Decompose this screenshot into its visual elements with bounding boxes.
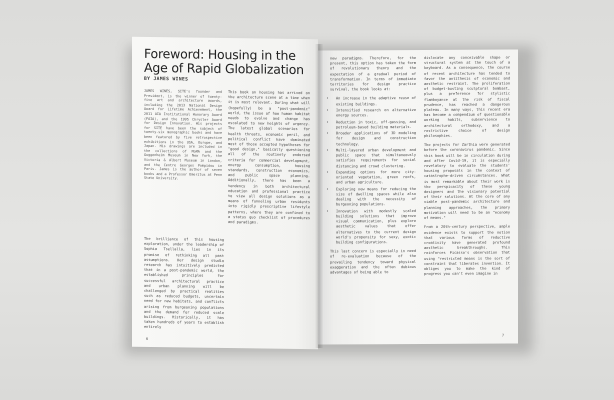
- author-bio: [144, 89, 222, 186]
- bullet-item: • Reduction in toxic, off-gassing, and petroleum-based building materials.: [336, 120, 416, 131]
- paragraph: This last concern is especially in need of re-evaluation because of the prevailing tendency toward physical exaggeration and the often dubious advantages of being able to: [330, 249, 416, 275]
- left-column-1-lower: [144, 237, 224, 336]
- page-title: Foreword: Housing in the Age of Rapid Globalization: [144, 45, 304, 78]
- left-page: [132, 37, 318, 350]
- bullet-item: • Exploring new means for reducing the size of dwelling spaces while also dealing with the necessity of burgeoning populations.: [336, 187, 416, 208]
- right-page: [318, 49, 518, 344]
- paragraph: The projects for Zarthia were generated before the coronavirus pandemic. Since this book will be in circulation during and after Covid-19, it is especially revelatory to evaluate the students' housing proposals in the context of catastrophe-driven circumstances. What is most remarkable about their work is the perspicacity of these young designers and the visionary potential of their solutions. At the core of any viable post-pandemic architecture and planning approaches, the primary motivation will need to be an "economy of means.": [424, 142, 510, 221]
- paragraph: new paradigms. Therefore, for the present, this option has taken the form of revolutionary theory and the expectation of a gradual period of transformation. In terms of immediate territories for design practice survival, the book looks at:: [330, 56, 416, 92]
- bullet-item: • Multi-layered urban development and public space that simultaneously satisfies requirements for social distancing and crowd clustering.: [336, 148, 416, 169]
- author-bio-text: JAMES WINES, SITE's founder and President, is the winner of twenty-five art and architecture awards, including the 2013 National Design Award for Lifetime Achievement, the 2011 AIA Institutional Honorary Award (FAIA), and the 1995 Chrysler Award for Design Innovation. His projects for SITE have been the subject of twenty-six monographic books and have been featured by five retrospective exhibitions in the USA, Europe, and Japan. His drawings are included in the collections of MoMA and the Guggenheim Museum in New York, the Victoria & Albert Museum in London, and the Centre Georges Pompidou in Paris. James is the author of seven books and a Professor Emeritus at Penn State University.: [144, 88, 222, 181]
- left-column-2: [228, 90, 310, 230]
- paragraph: From a 20th-century perspective, ample evidence exists to support the notion that various forms of reductive creativity have generated profound aesthetic breakthroughs. This reinforces Picasso's observation that using "restricted means is the sort of constraint that liberates invention. It obliges you to make the kind of progress you can't even imagine in: [424, 224, 510, 277]
- bullet-list: [330, 96, 416, 245]
- right-column-1: [330, 56, 416, 280]
- paragraph: dislocate any conceivable shape or structural system at the touch of a keyboard. As a consequence, the course of recent architecture has tended to favor the antithesis of economic and aesthetic restraint. The proliferation of budget-busting sculptural bombast, plus a preference for stylistic flamboyance at the risk of fiscal prudence, has reached a dangerous plateau. In many ways, this recent era has become a compendium of questionable working habits, subservience to architectural orthodoxy, and a restrictive choice of design philosophies.: [424, 55, 510, 139]
- book-gutter: [315, 44, 323, 348]
- bullet-item: • An increase in the adaptive reuse of existing buildings.: [336, 96, 416, 107]
- paragraph: This book on housing has arrived on the architecture scene at a time when it is most relevant. During what will (hopefully) be a "post-pandemic" world, the issue of how human habitat needs to evolve and change has escalated to new heights of urgency. The latest global scenarios for health threats, economic peril, and political conflict have dominated most of those accepted hypotheses for "good design," basically questioning all of the routinely endorsed criteria for commercial development, energy consumption, housing standards, construction economics, and public space planning. Additionally, there has been a tendency in both architectural education and professional practice to view all design solutions as a means of funneling urban residents into rigidly prescriptive lifestyle patterns, where they are confined to a status quo checklist of procedures and paradigms.: [228, 90, 310, 225]
- bullet-item: • Broader applications of 3D modeling for design and construction technology.: [336, 131, 416, 147]
- bullet-item: • Expanding options for more city-oriented vegetation, green roofs, and urban agriculture.: [336, 170, 416, 186]
- bullet-item: • Innovation with modestly scaled building solutions that improve visual communication, plus explore aesthetic values that offer alternatives to the current design world's propensity for sexy, exotic building configurations.: [336, 209, 416, 246]
- right-column-2: [424, 56, 510, 282]
- author-byline: BY JAMES WINES: [144, 76, 189, 83]
- page-number-right: 7: [501, 333, 504, 338]
- page-number-left: 6: [146, 336, 149, 341]
- paragraph: The brilliance of this housing exploration, under the leadership of Sophia Tsellalla, lies in its promise of rethinking all past assumptions. Her design studio research has intuitively predicted that in a post-pandemic world, the established principles for successful architectural practice and urban planning will be challenged by practical realities such as reduced budgets, uncertain need for new habitats, and conflicts arising from burgeoning populations and the demand for reduced scale buildings. Historically, it has taken hundreds of years to establish entirely: [144, 236, 224, 330]
- bullet-item: • Intensified research on alternative energy sources.: [336, 108, 416, 119]
